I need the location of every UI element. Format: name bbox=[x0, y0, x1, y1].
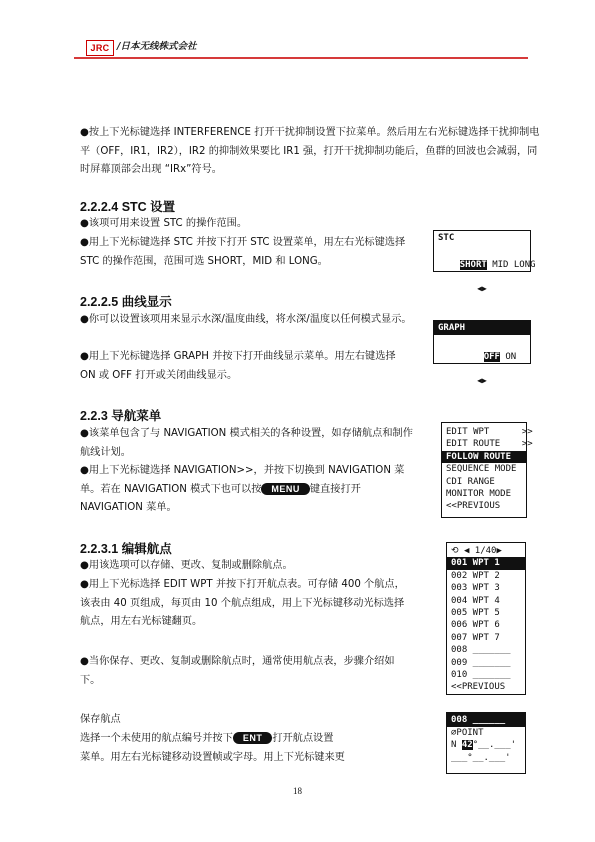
waypoint-row[interactable]: 007 WPT 7 bbox=[451, 632, 500, 643]
stc-bullet-1: ●该项可用来设置 STC 的操作范围。 bbox=[80, 218, 248, 229]
menu-item-edit-route[interactable]: EDIT ROUTE >> bbox=[446, 439, 533, 450]
left-right-arrows-icon: ◀▶ bbox=[477, 376, 487, 386]
navigation-bullet-2-text: ●用上下光标键选择 NAVIGATION>>，并按下切换到 NAVIGATION 菜单。若在 NAVIGATION 模式下也可以按 bbox=[80, 465, 405, 495]
waypoint-list-panel bbox=[446, 542, 526, 695]
ent-key: ENT bbox=[233, 732, 273, 744]
stc-bullet-2: ●用上下光标键选择 STC 并按下打开 STC 设置菜单，用左右光标键选择 STC 的操作范围，范围可选 SHORT，MID 和 LONG。 bbox=[80, 237, 406, 267]
waypoint-setting-panel bbox=[446, 712, 526, 774]
stc-option-mid[interactable]: MID bbox=[492, 259, 509, 270]
page-indicator[interactable]: ◀ 1/40▶ bbox=[463, 546, 502, 556]
waypoint-row[interactable]: 009 _______ bbox=[451, 657, 511, 668]
waypoint-row[interactable]: 004 WPT 4 bbox=[451, 595, 500, 606]
edit-wpt-bullet-2: ●用上下光标选择 EDIT WPT 并按下打开航点表。可存储 400 个航点，该表由 40 页组成，每页由 10 个航点组成，用上下光标键移动光标选择航点，用左右光标键翻页。 bbox=[80, 579, 405, 627]
graph-heading: 2.2.2.5 曲线显示 bbox=[80, 295, 172, 309]
graph-bullet-2: ●用上下光标键选择 GRAPH 并按下打开曲线显示菜单。用左右键选择 ON 或 OFF 打开或关闭曲线显示。 bbox=[80, 351, 396, 381]
jrc-logo: JRC bbox=[86, 40, 114, 56]
waypoint-icon: ⟲ bbox=[451, 546, 459, 556]
menu-item-cdi-range[interactable]: CDI RANGE bbox=[446, 476, 495, 487]
edit-wpt-heading: 2.2.3.1 编辑航点 bbox=[80, 542, 172, 556]
waypoint-setting-title: 008 ______ bbox=[447, 713, 525, 727]
stc-option-short[interactable]: SHORT bbox=[459, 259, 487, 270]
point-label: ⌀POINT bbox=[451, 728, 484, 738]
page-number: 18 bbox=[293, 786, 302, 796]
menu-item-follow-route[interactable]: FOLLOW ROUTE bbox=[442, 451, 526, 463]
navigation-bullet-2-tail: 键直接打开 NAVIGATION 菜单。 bbox=[80, 483, 361, 513]
waypoint-row[interactable]: 001 WPT 1 bbox=[447, 557, 525, 569]
stc-panel-title: STC bbox=[438, 233, 455, 243]
waypoint-row[interactable]: 002 WPT 2 bbox=[451, 570, 500, 581]
interference-paragraph: ●按上下光标键选择 INTERFERENCE 打开干扰抑制设置下拉菜单。然后用左右光标键选择干扰抑制电平（OFF，IR1，IR2），IR2 的抑制效果要比 IR1 强，打开干扰抑制功能后，鱼群的回波也会减弱，同时屏幕顶部会出现 “IRx”符号。 bbox=[80, 127, 540, 175]
stc-panel-options bbox=[434, 246, 536, 283]
save-line-1-a: 选择一个未使用的航点编号并按下 bbox=[80, 733, 233, 744]
menu-key: MENU bbox=[261, 483, 310, 495]
menu-item-sequence-mode[interactable]: SEQUENCE MODE bbox=[446, 464, 517, 475]
graph-bullet-1: ●你可以设置该项用来显示水深/温度曲线，将水深/温度以任何模式显示。 bbox=[80, 314, 412, 325]
waypoint-row[interactable]: 006 WPT 6 bbox=[451, 620, 500, 631]
save-waypoint-title: 保存航点 bbox=[80, 714, 121, 725]
graph-option-on[interactable]: ON bbox=[505, 352, 517, 363]
latitude-row[interactable]: N 42°__.___' bbox=[451, 740, 517, 751]
stc-panel bbox=[433, 230, 536, 293]
navigation-bullet-1: ●该菜单包含了与 NAVIGATION 模式相关的各种设置，如存储航点和制作航线计划。 bbox=[80, 428, 413, 458]
company-name: /日本无线株式会社 bbox=[117, 41, 197, 52]
longitude-row[interactable]: ___°__.___' bbox=[451, 752, 511, 763]
save-waypoint-line-2: 菜单。用左右光标键移动设置帧或字母。用上下光标键来更 bbox=[80, 752, 345, 763]
latitude-value[interactable]: 42 bbox=[461, 740, 473, 751]
waypoint-list-header bbox=[447, 545, 525, 557]
save-line-1-b: 打开航点设置 bbox=[272, 733, 334, 744]
previous-item[interactable]: <<PREVIOUS bbox=[451, 682, 506, 693]
stc-heading: 2.2.2.4 STC 设置 bbox=[80, 200, 176, 214]
waypoint-row[interactable]: 003 WPT 3 bbox=[451, 583, 500, 594]
menu-item-edit-wpt[interactable]: EDIT WPT >> bbox=[446, 427, 533, 437]
edit-wpt-bullet-3: ●当你保存、更改、复制或删除航点时，通常使用航点表，步骤介绍如下。 bbox=[80, 656, 395, 686]
graph-option-off[interactable]: OFF bbox=[483, 352, 500, 363]
navigation-menu-panel bbox=[441, 422, 533, 518]
left-right-arrows-icon: ◀▶ bbox=[477, 283, 487, 293]
waypoint-row[interactable]: 010 _______ bbox=[451, 670, 511, 681]
waypoint-row[interactable]: 008 _______ bbox=[451, 645, 511, 656]
navigation-heading: 2.2.3 导航菜单 bbox=[80, 409, 162, 423]
save-waypoint-line-1 bbox=[80, 730, 414, 749]
menu-item-previous[interactable]: <<PREVIOUS bbox=[446, 501, 501, 512]
graph-panel-options bbox=[434, 339, 530, 376]
navigation-bullet-2 bbox=[80, 462, 414, 518]
stc-option-long[interactable]: LONG bbox=[513, 259, 536, 270]
edit-wpt-bullet-1: ●用该选项可以存储、更改、复制或删除航点。 bbox=[80, 560, 293, 571]
graph-panel bbox=[433, 320, 531, 386]
graph-panel-title: GRAPH bbox=[434, 321, 530, 335]
waypoint-row[interactable]: 005 WPT 5 bbox=[451, 608, 500, 619]
header-divider bbox=[74, 57, 528, 59]
menu-item-monitor-mode[interactable]: MONITOR MODE bbox=[446, 489, 512, 500]
